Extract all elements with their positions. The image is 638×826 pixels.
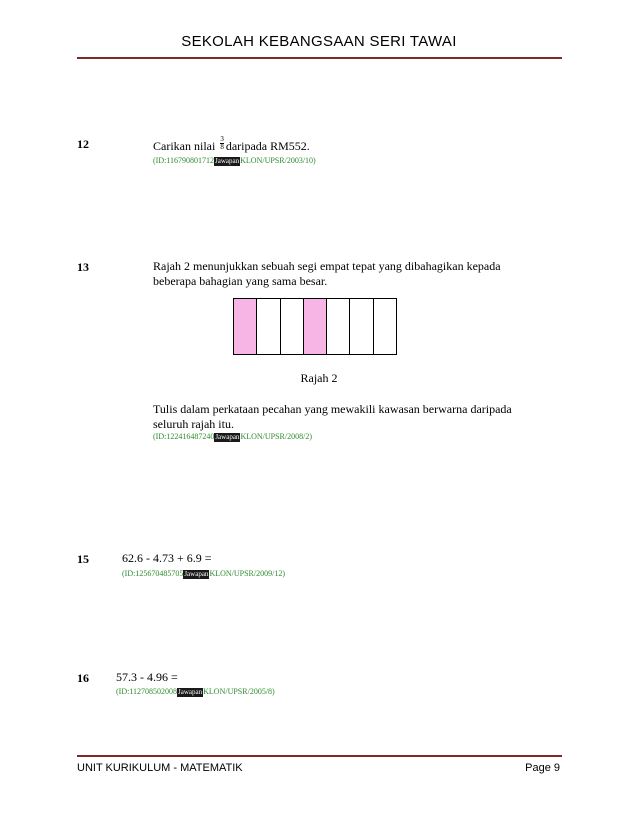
rajah-2-part <box>374 299 396 354</box>
q16-answer-badge[interactable]: Jawapan <box>178 687 203 696</box>
q12-fraction-denominator: 8 <box>220 142 224 151</box>
question-text-16: 57.3 - 4.96 = <box>116 670 178 684</box>
q13-line-2: beberapa bahagian yang sama besar. <box>153 274 328 288</box>
rajah-2-figure <box>233 298 397 355</box>
rajah-2-shaded-part <box>234 299 257 354</box>
question-text-13-part-2 <box>153 402 553 432</box>
q16-ref-id: (ID:112708502008 <box>116 687 178 696</box>
q13-ref-tail: KLON/UPSR/2008/2) <box>240 432 312 441</box>
question-number-13: 13 <box>77 260 89 274</box>
q15-reference <box>122 569 285 579</box>
q15-ref-tail: KLON/UPSR/2009/12) <box>209 569 285 578</box>
q13-line-3: Tulis dalam perkataan pecahan yang mewakili kawasan berwarna daripada <box>153 402 512 416</box>
question-number-12: 12 <box>77 137 89 151</box>
question-number-16: 16 <box>77 671 89 685</box>
q15-answer-badge[interactable]: Jawapan <box>184 569 209 578</box>
q15-ref-id: (ID:125670485705 <box>122 569 184 578</box>
rajah-2-part <box>281 299 304 354</box>
header-rule <box>77 57 562 59</box>
question-text-13 <box>153 259 553 289</box>
rajah-2-part <box>350 299 373 354</box>
q12-ref-tail: KLON/UPSR/2003/10) <box>240 156 316 165</box>
rajah-2-caption: Rajah 2 <box>300 371 338 385</box>
question-number-15: 15 <box>77 552 89 566</box>
q12-text-after: daripada RM552. <box>225 139 310 153</box>
q12-answer-badge[interactable]: Jawapan <box>215 156 240 165</box>
page-header-title: SEKOLAH KEBANGSAAN SERI TAWAI <box>181 33 457 50</box>
q13-line-4: seluruh rajah itu. <box>153 417 234 431</box>
q13-ref-id: (ID:122416487240 <box>153 432 215 441</box>
q12-fraction <box>220 136 224 151</box>
rajah-2-shaded-part <box>304 299 327 354</box>
q12-ref-id: (ID:116790801712 <box>153 156 215 165</box>
footer-rule <box>77 755 562 757</box>
q16-reference <box>116 687 275 697</box>
q13-reference <box>153 432 312 442</box>
q12-text-before: Carikan nilai <box>153 139 216 153</box>
q16-ref-tail: KLON/UPSR/2005/8) <box>203 687 275 696</box>
footer-page-number: Page 9 <box>525 762 560 774</box>
q12-fraction-numerator: 3 <box>220 134 224 143</box>
rajah-2-part <box>327 299 350 354</box>
q13-line-1: Rajah 2 menunjukkan sebuah segi empat tepat yang dibahagikan kepada <box>153 259 501 273</box>
question-text-15: 62.6 - 4.73 + 6.9 = <box>122 551 212 565</box>
q13-answer-badge[interactable]: Jawapan <box>215 432 240 441</box>
question-text-12 <box>153 134 310 154</box>
footer-left-text: UNIT KURIKULUM - MATEMATIK <box>77 762 243 774</box>
rajah-2-part <box>257 299 280 354</box>
q12-reference <box>153 156 316 166</box>
